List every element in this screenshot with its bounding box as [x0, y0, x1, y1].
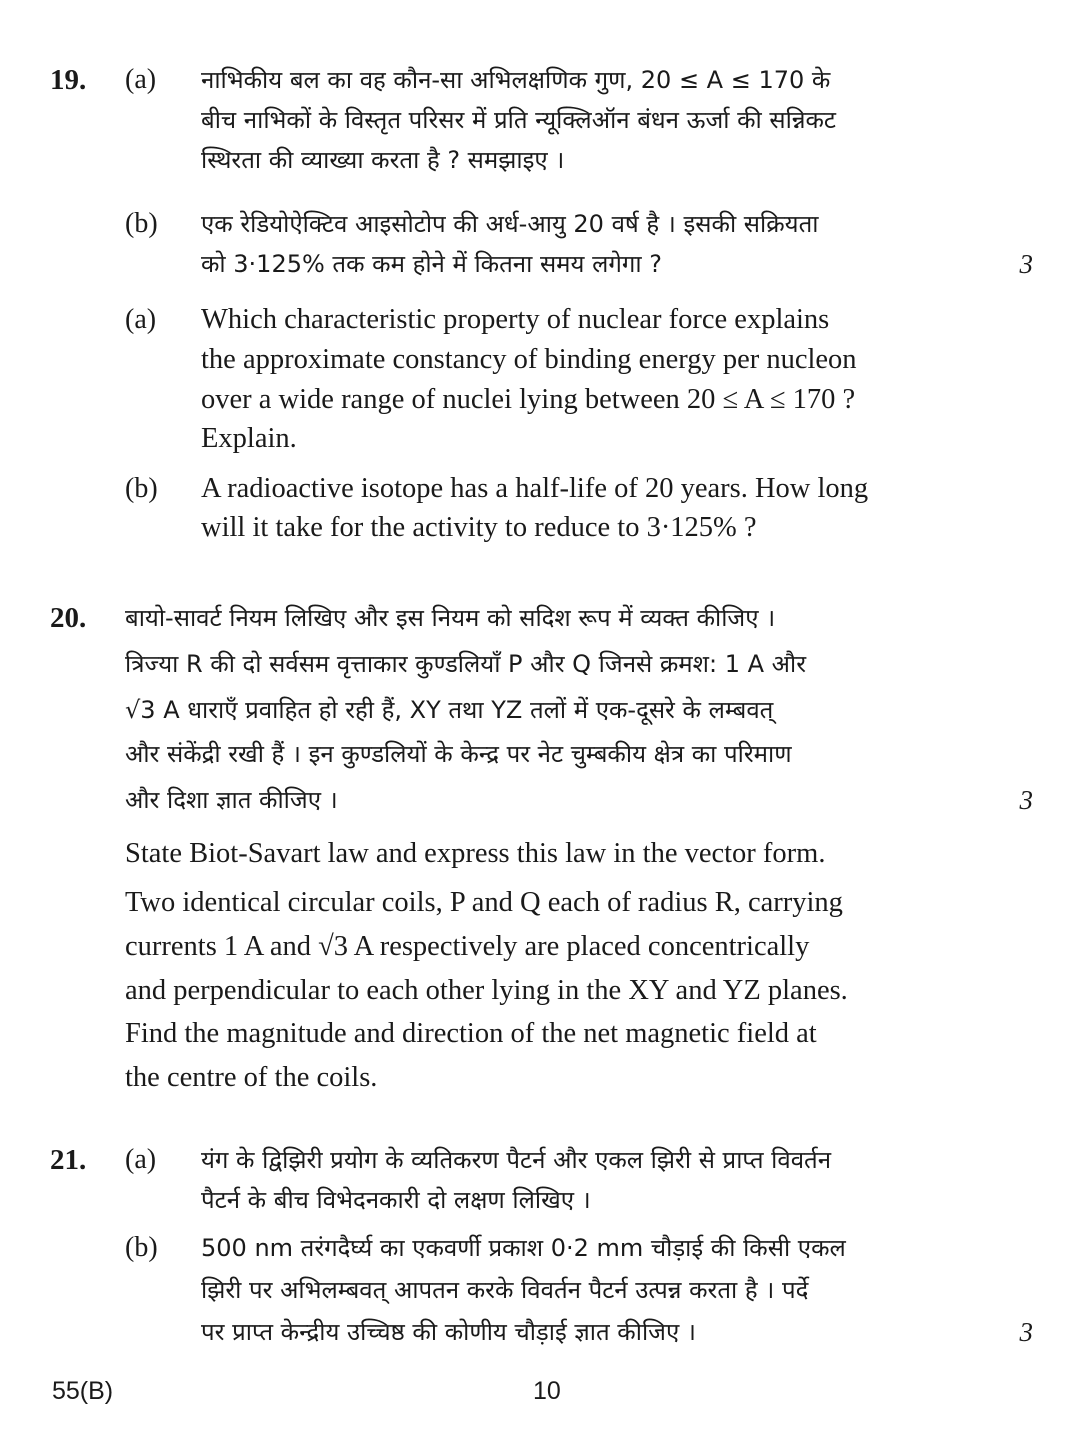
q20-hindi-line-1: बायो-सावर्ट नियम लिखिए और इस नियम को सदिश रूप में व्यक्त कीजिए ।	[125, 604, 776, 632]
q21-b-hindi-line-1: 500 nm तरंगदैर्घ्य का एकवर्णी प्रकाश 0·2 mm चौड़ाई की किसी एकल	[201, 1234, 846, 1262]
q21-part-b-label: (b)	[125, 1232, 158, 1263]
q20-english-line-5: Find the magnitude and direction of the net magnetic field at	[125, 1018, 817, 1049]
q19-a-hindi-line-2: बीच नाभिकों के विस्तृत परिसर में प्रति न्यूक्लिऑन बंधन ऊर्जा की सन्निकट	[201, 106, 837, 134]
q19-marks: 3	[1019, 249, 1033, 279]
q19-a-english-line-3: over a wide range of nuclei lying between 20 ≤ A ≤ 170 ?	[201, 384, 856, 415]
q20-english-line-2: Two identical circular coils, P and Q each of radius R, carrying	[125, 887, 843, 918]
q19-b-english-line-1: A radioactive isotope has a half-life of 20 years. How long	[201, 473, 869, 504]
q20-english-line-6: the centre of the coils.	[125, 1062, 378, 1093]
q19-b-english-line-2: will it take for the activity to reduce to 3·125% ?	[201, 512, 757, 543]
q21-b-hindi-line-2: झिरी पर अभिलम्बवत् आपतन करके विवर्तन पैटर्न उत्पन्न करता है । पर्दे	[201, 1276, 809, 1304]
q20-hindi-line-5: और दिशा ज्ञात कीजिए ।	[125, 786, 338, 814]
q19-part-a-label-english: (a)	[125, 304, 157, 335]
question-number-21: 21.	[50, 1144, 87, 1176]
q21-part-a-label: (a)	[125, 1144, 157, 1175]
q20-hindi-line-3: √3 A धाराएँ प्रवाहित हो रही हैं, XY तथा YZ तलों में एक-दूसरे के लम्बवत्	[125, 696, 774, 724]
q19-a-english-line-2: the approximate constancy of binding energy per nucleon	[201, 344, 857, 375]
q20-english-line-4: and perpendicular to each other lying in the XY and YZ planes.	[125, 975, 848, 1006]
q19-part-a-label-hindi: (a)	[125, 64, 157, 95]
q19-part-b-label-english: (b)	[125, 473, 158, 504]
q20-english-line-1: State Biot-Savart law and express this law in the vector form.	[125, 838, 826, 869]
q21-marks: 3	[1019, 1317, 1033, 1347]
question-number-20: 20.	[50, 602, 87, 634]
q19-a-english-line-1: Which characteristic property of nuclear force explains	[201, 304, 830, 335]
q19-a-hindi-line-1: नाभिकीय बल का वह कौन-सा अभिलक्षणिक गुण, 20 ≤ A ≤ 170 के	[201, 66, 831, 94]
q20-hindi-line-4: और संकेंद्री रखी हैं । इन कुण्डलियों के केन्द्र पर नेट चुम्बकीय क्षेत्र का परिमाण	[125, 740, 792, 768]
q19-part-b-label-hindi: (b)	[125, 208, 158, 239]
q19-b-hindi-line-2: को 3·125% तक कम होने में कितना समय लगेगा ?	[201, 250, 662, 278]
q19-a-hindi-line-3: स्थिरता की व्याख्या करता है ? समझाइए ।	[201, 146, 565, 174]
q20-hindi-line-2: त्रिज्या R की दो सर्वसम वृत्ताकार कुण्डलियाँ P और Q जिनसे क्रमश: 1 A और	[125, 650, 807, 678]
q19-b-hindi-line-1: एक रेडियोऐक्टिव आइसोटोप की अर्ध-आयु 20 वर्ष है । इसकी सक्रियता	[201, 210, 819, 238]
q20-english-line-3: currents 1 A and √3 A respectively are placed concentrically	[125, 931, 810, 962]
q21-a-hindi-line-2: पैटर्न के बीच विभेदनकारी दो लक्षण लिखिए ।	[201, 1186, 591, 1214]
page-number: 10	[533, 1377, 561, 1405]
q21-a-hindi-line-1: यंग के द्विझिरी प्रयोग के व्यतिकरण पैटर्न और एकल झिरी से प्राप्त विवर्तन	[201, 1146, 832, 1174]
q19-a-english-line-4: Explain.	[201, 423, 297, 454]
q20-marks: 3	[1019, 785, 1033, 815]
q21-b-hindi-line-3: पर प्राप्त केन्द्रीय उच्चिष्ठ की कोणीय चौड़ाई ज्ञात कीजिए ।	[201, 1318, 696, 1346]
paper-code: 55(B)	[52, 1377, 114, 1405]
question-number-19: 19.	[50, 64, 87, 96]
